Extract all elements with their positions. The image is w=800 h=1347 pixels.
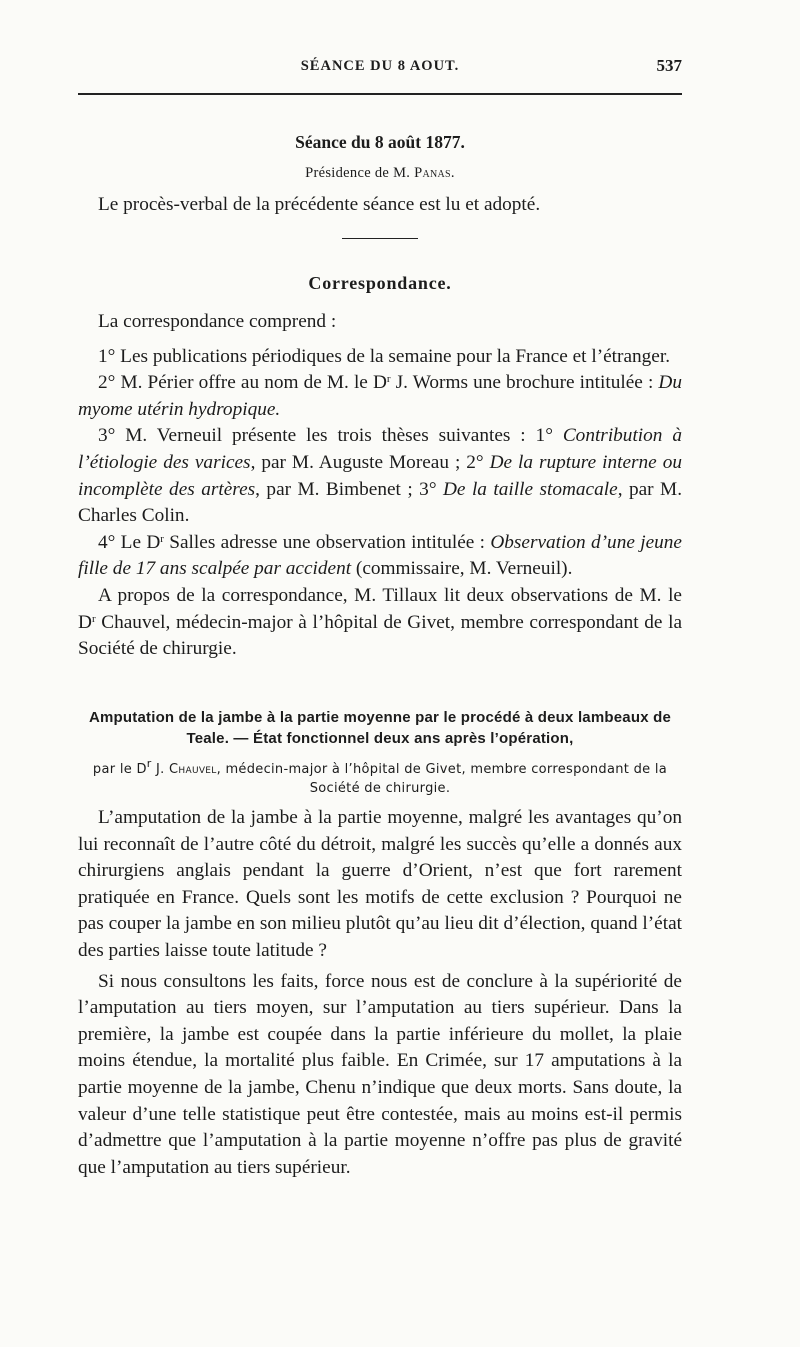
tillaux-text-a: A propos de la correspondance, M. Tillaux lit deux observations de M. le D	[78, 584, 682, 633]
presidence-line	[78, 165, 682, 182]
correspondance-heading: Correspondance.	[308, 273, 452, 293]
item-3-text-b: , par M. Auguste Moreau ; 2°	[250, 451, 490, 473]
article-paragraph-1: L’amputation de la jambe à la partie moyenne, malgré les avantages qu’on lui reconnaît de l’autre côté du détroit, malgré les succès qu’elle a donnés aux chirurgiens anglais pendant la guerre d’Orient, n’est que fort rarement pratiquée en France. Quels sont les motifs de cette exclusion ? Pourquoi ne pas couper la jambe en son milieu plutôt qu’au lieu dit d’élection, quand l’état des parties laisse toute latitude ?	[78, 807, 682, 961]
byline-text-c: , médecin-major à l’hôpital de Givet, membre correspondant de la Société de chirurgie.	[216, 762, 668, 796]
item-4-text-c: (commissaire, M. Verneuil).	[351, 558, 573, 580]
page-number: 537	[656, 56, 682, 75]
item-3-title-3: De la taille stomacale	[443, 478, 618, 500]
item-4-text-a: 4° Le D	[98, 531, 161, 553]
correspondance-item-1: 1° Les publications périodiques de la semaine pour la France et l’étranger.	[98, 345, 671, 367]
item-2-sup: r	[386, 373, 391, 386]
presidence-suffix: .	[450, 165, 455, 181]
item-3-text-c: , par M. Bimbenet ; 3°	[255, 478, 443, 500]
tillaux-paragraph	[78, 583, 682, 663]
correspondance-item-3	[78, 423, 682, 529]
correspondance-item-2	[78, 370, 682, 423]
byline-text-a: par le D	[92, 762, 147, 777]
item-2-text-a: 2° M. Périer offre au nom de M. le D	[98, 372, 387, 394]
tillaux-text-b: Chauvel, médecin-major à l’hôpital de Givet, membre correspondant de la Société de chirurgie.	[78, 611, 682, 660]
item-2-text-b: J. Worms une brochure intitulée :	[390, 372, 659, 394]
correspondance-intro: La correspondance comprend :	[98, 311, 337, 332]
proces-verbal-paragraph: Le procès-verbal de la précédente séance est lu et adopté.	[98, 194, 541, 215]
tillaux-sup: r	[91, 612, 96, 625]
item-3-title-1: Contribution à l’étiologie des varices	[78, 425, 682, 473]
article-title: Amputation de la jambe à la partie moyenne par le procédé à deux lambeaux de Teale. — État fonctionnel deux ans après l’opération,	[88, 709, 672, 747]
byline-author: Chauvel	[169, 762, 217, 777]
byline-text-b: J.	[151, 762, 170, 777]
item-4-title: Observation d’une jeune fille de 17 ans scalpée par accident	[78, 531, 682, 580]
article-body	[78, 805, 682, 1181]
article-byline	[78, 757, 682, 798]
item-3-text-d: , par M. Charles Colin.	[78, 478, 683, 527]
item-3-text-a: 3° M. Verneuil présente les trois thèses suivantes : 1°	[98, 425, 563, 447]
seance-title: Séance du 8 août 1877.	[295, 132, 465, 152]
item-4-sup: r	[160, 532, 164, 545]
president-name: Panas	[414, 165, 451, 181]
byline-sup: r	[146, 757, 152, 770]
item-4-text-b: Salles adresse une observation intitulée :	[163, 531, 491, 553]
item-3-title-2: De la rupture interne ou incomplète des artères	[78, 451, 682, 500]
running-head	[78, 58, 682, 78]
presidence-prefix: Présidence de M.	[305, 165, 415, 181]
item-2-title: Du myome utérin hydropique.	[78, 372, 682, 420]
section-divider	[342, 238, 418, 239]
header-rule	[78, 93, 682, 95]
correspondance-section	[78, 309, 682, 663]
running-head-title: SÉANCE DU 8 AOUT.	[300, 58, 460, 74]
correspondance-item-4	[78, 530, 682, 583]
article-paragraph-2: Si nous consultons les faits, force nous est de conclure à la supériorité de l’amputation au tiers moyen, sur l’amputation au tiers supérieur. Dans la première, la jambe est coupée dans la partie inférieure du mollet, la plaie moins étendue, la mortalité plus faible. En Crimée, sur 17 amputations à la partie moyenne de la jambe, Chenu n’indique que deux morts. Sans doute, la valeur d’une telle statistique peut être contestée, mais au moins est-il permis d’admettre que l’amputation à la partie moyenne n’offre pas plus de gravité que l’amputation au tiers supérieur.	[78, 970, 682, 1178]
